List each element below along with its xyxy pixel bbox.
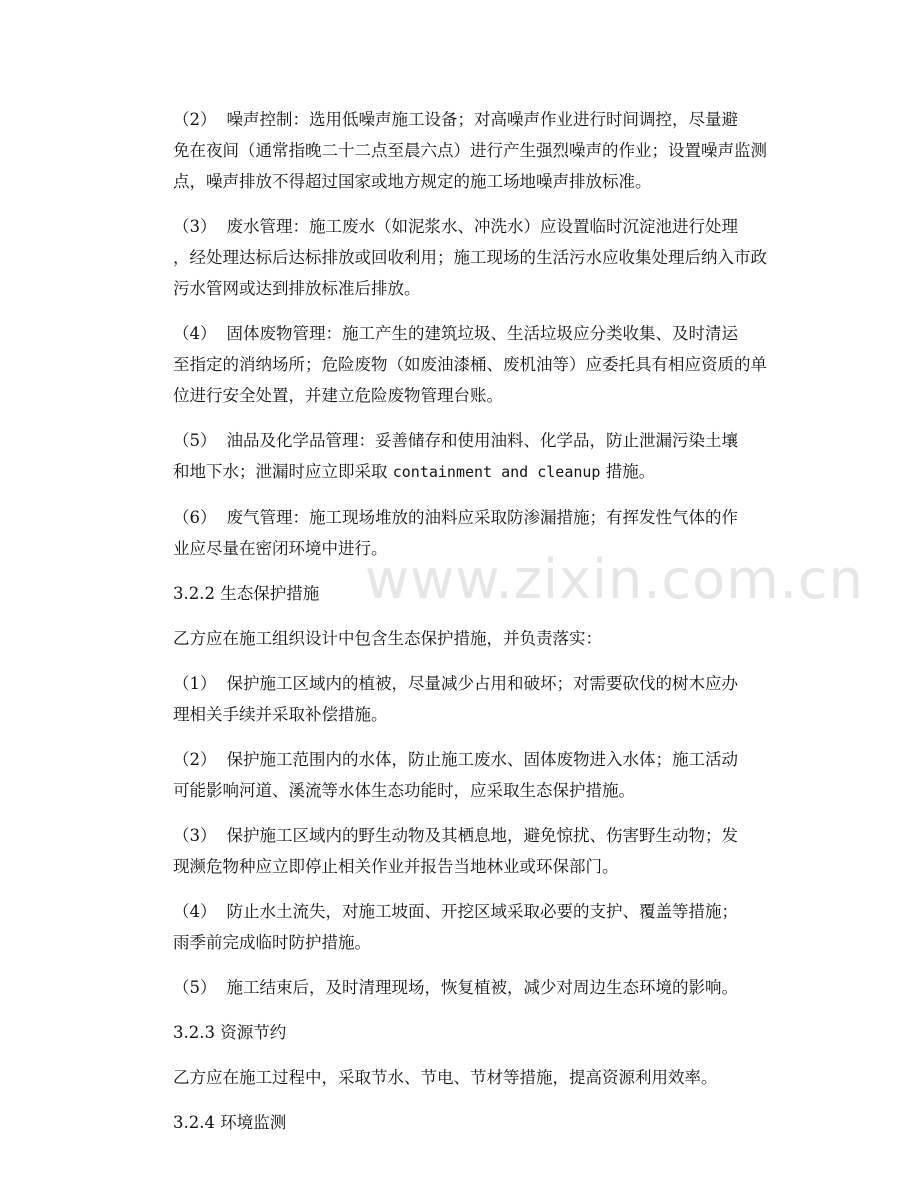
soil-erosion-paragraph bbox=[173, 896, 793, 958]
paragraph-text: 和地下水；泄漏时应立即采取 bbox=[173, 462, 393, 481]
item-number: （5） bbox=[173, 978, 217, 997]
paragraph-line: 保护施工区域内的植被，尽量减少占用和破坏；对需要砍伐的树木应办 bbox=[226, 674, 738, 693]
paragraph-line: 乙方应在施工过程中，采取节水、节电、节材等措施，提高资源利用效率。 bbox=[173, 1068, 718, 1087]
paragraph-line: 油品及化学品管理：妥善储存和使用油料、化学品，防止泄漏污染土壤 bbox=[226, 431, 738, 450]
paragraph-line: 可能影响河道、溪流等水体生态功能时，应采取生态保护措施。 bbox=[173, 781, 635, 800]
noise-control-paragraph bbox=[173, 104, 793, 197]
paragraph-line: 保护施工区域内的野生动物及其栖息地，避免惊扰、伤害野生动物；发 bbox=[226, 826, 738, 845]
paragraph-line: 废水管理：施工废水（如泥浆水、冲洗水）应设置临时沉淀池进行处理 bbox=[226, 217, 738, 236]
paragraph-line: 理相关手续并采取补偿措施。 bbox=[173, 705, 388, 724]
item-number: （1） bbox=[173, 674, 217, 693]
site-restoration-paragraph bbox=[173, 972, 793, 1003]
section-heading-3-2-2: 3.2.2 生态保护措施 bbox=[173, 584, 320, 603]
item-number: （4） bbox=[173, 902, 217, 921]
paragraph-line: 废气管理：施工现场堆放的油料应采取防渗漏措施；有挥发性气体的作 bbox=[226, 508, 738, 527]
paragraph-line: 位进行安全处置，并建立危险废物管理台账。 bbox=[173, 386, 503, 405]
paragraph-line: 点，噪声排放不得超过国家或地方规定的施工场地噪声排放标准。 bbox=[173, 172, 652, 191]
paragraph-line: 业应尽量在密闭环境中进行。 bbox=[173, 539, 388, 558]
item-number: （2） bbox=[173, 750, 217, 769]
paragraph-line: 雨季前完成临时防护措施。 bbox=[173, 933, 371, 952]
item-number: （2） bbox=[173, 110, 217, 129]
solid-waste-paragraph bbox=[173, 318, 793, 411]
ecology-intro-paragraph bbox=[173, 623, 793, 654]
paragraph-line: 防止水土流失，对施工坡面、开挖区域采取必要的支护、覆盖等措施； bbox=[226, 902, 738, 921]
exhaust-gas-paragraph bbox=[173, 502, 793, 564]
paragraph-line: 免在夜间（通常指晚二十二点至晨六点）进行产生强烈噪声的作业；设置噪声监测 bbox=[173, 141, 767, 160]
paragraph-line: 施工结束后，及时清理现场，恢复植被，减少对周边生态环境的影响。 bbox=[226, 978, 738, 997]
water-body-paragraph bbox=[173, 744, 793, 806]
paragraph-line: 现濒危物种应立即停止相关作业并报告当地林业或环保部门。 bbox=[173, 857, 619, 876]
paragraph-line: 保护施工范围内的水体，防止施工废水、固体废物进入水体；施工活动 bbox=[226, 750, 738, 769]
document-body bbox=[173, 104, 793, 1152]
paragraph-line: 固体废物管理：施工产生的建筑垃圾、生活垃圾应分类收集、及时清运 bbox=[226, 324, 738, 343]
inline-code-text: containment and cleanup bbox=[392, 463, 601, 481]
item-number: （3） bbox=[173, 826, 217, 845]
item-number: （5） bbox=[173, 431, 217, 450]
section-heading-3-2-4: 3.2.4 环境监测 bbox=[173, 1113, 287, 1132]
item-number: （3） bbox=[173, 217, 217, 236]
paragraph-line: 噪声控制：选用低噪声施工设备；对高噪声作业进行时间调控，尽量避 bbox=[226, 110, 738, 129]
vegetation-paragraph bbox=[173, 668, 793, 730]
section-heading-3-2-3: 3.2.3 资源节约 bbox=[173, 1023, 287, 1042]
resource-saving-paragraph bbox=[173, 1062, 793, 1093]
wildlife-paragraph bbox=[173, 820, 793, 882]
wastewater-paragraph bbox=[173, 211, 793, 304]
watermark-text: www.zixin.com.cn bbox=[365, 548, 864, 611]
oil-chemicals-paragraph bbox=[173, 425, 793, 488]
item-number: （4） bbox=[173, 324, 217, 343]
item-number: （6） bbox=[173, 508, 217, 527]
paragraph-line: 乙方应在施工组织设计中包含生态保护措施，并负责落实： bbox=[173, 629, 602, 648]
paragraph-line: 至指定的消纳场所；危险废物（如废油漆桶、废机油等）应委托具有相应资质的单 bbox=[173, 355, 767, 374]
paragraph-line: ，经处理达标后达标排放或回收利用；施工现场的生活污水应收集处理后纳入市政 bbox=[173, 248, 767, 267]
paragraph-line: 污水管网或达到排放标准后排放。 bbox=[173, 279, 421, 298]
paragraph-text: 措施。 bbox=[600, 462, 656, 481]
